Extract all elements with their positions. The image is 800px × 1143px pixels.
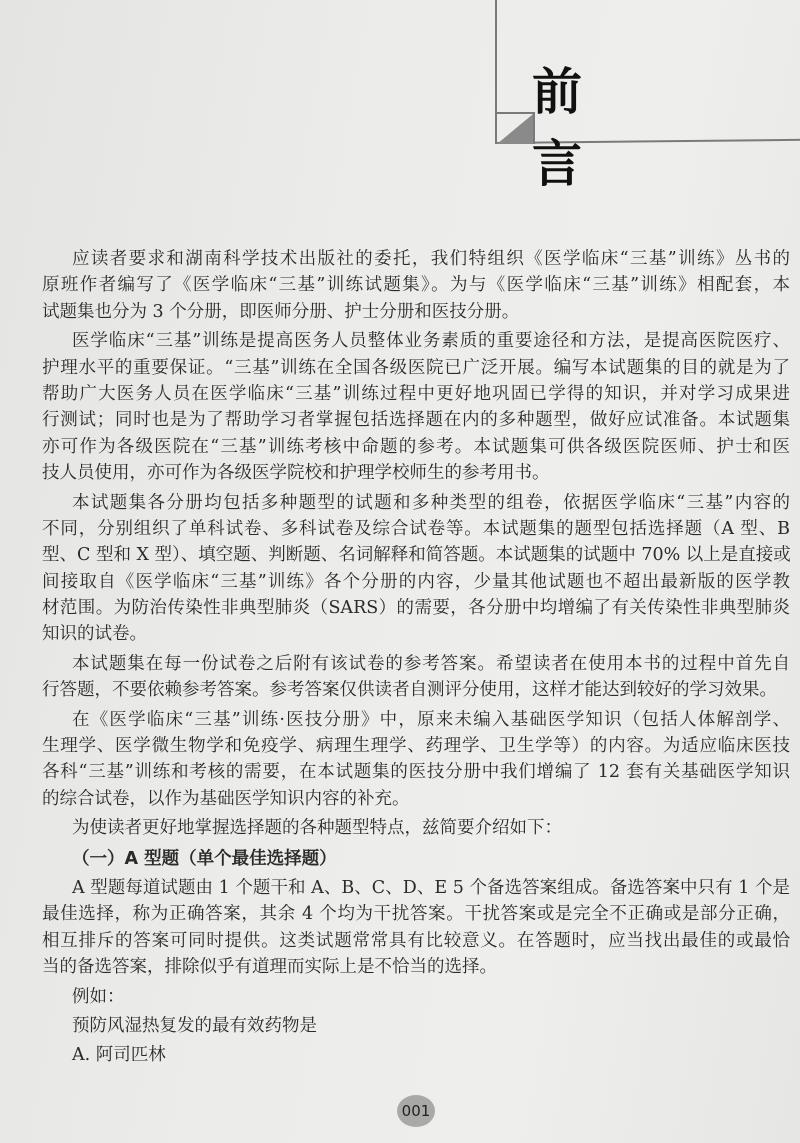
text-line: 医学临床“三基”训练是提高医务人员整体业务素质的重要途径和方法，是提高医院医疗、 <box>72 331 790 352</box>
body-text <box>42 246 790 1072</box>
text-line: 最佳选择，称为正确答案，其余 4 个均为干扰答案。干扰答案或是完全不正确或是部分正确， <box>42 904 790 925</box>
text-line: 例如： <box>72 986 125 1007</box>
paragraph <box>42 1013 790 1039</box>
text-line: 在《医学临床“三基”训练·医技分册》中，原来未编入基础医学知识（包括人体解剖学、 <box>72 709 790 730</box>
paragraph <box>42 815 790 841</box>
section-heading <box>42 846 790 872</box>
text-line: 预防风湿热复发的最有效药物是 <box>72 1015 317 1036</box>
text-line: 原班作者编写了《医学临床“三基”训练试题集》。为与《医学临床“三基”训练》相配套，本 <box>42 275 790 296</box>
text-line: 生理学、医学微生物学和免疫学、病理生理学、药理学、卫生学等）的内容。为适应临床医技 <box>42 736 790 757</box>
text-line: （一）A 型题（单个最佳选择题） <box>72 848 337 869</box>
text-line: 不同，分别组织了单科试卷、多科试卷及综合试卷等。本试题集的题型包括选择题（A 型、B <box>42 518 790 539</box>
text-line: 亦可作为各级医院在“三基”训练考核中命题的参考。本试题集可供各级医院医师、护士和医 <box>42 436 790 457</box>
page-number: 001 <box>397 1095 435 1127</box>
text-line: A. 阿司匹林 <box>72 1045 166 1066</box>
text-line: 应读者要求和湖南科学技术出版社的委托，我们特组织《医学临床“三基”训练》丛书的 <box>72 249 790 269</box>
text-line: 护理水平的重要保证。“三基”训练在全国各级医院已广泛开展。编写本试题集的目的就是为了 <box>42 357 790 378</box>
text-line: 帮助广大医务人员在医学临床“三基”训练过程中更好地巩固已学得的知识，并对学习成果进 <box>42 383 790 404</box>
paragraph <box>42 875 790 981</box>
paragraph <box>42 651 790 704</box>
paragraph <box>42 246 790 325</box>
text-line: 试题集也分为 3 个分册，即医师分册、护士分册和医技分册。 <box>42 301 520 322</box>
paragraph <box>42 707 790 813</box>
text-line: 技人员使用，亦可作为各级医学院校和护理学校师生的参考用书。 <box>42 463 550 484</box>
text-line: 的综合试卷，以作为基础医学知识内容的补充。 <box>42 788 410 809</box>
text-line: 知识的试卷。 <box>42 624 147 645</box>
text-line: 行答题，不要依赖参考答案。参考答案仅供读者自测评分使用，这样才能达到较好的学习效果。 <box>42 680 777 701</box>
paragraph <box>42 328 790 486</box>
text-line: 当的备选答案，排除似乎有道理而实际上是不恰当的选择。 <box>42 957 497 978</box>
paragraph <box>42 984 790 1010</box>
text-line: 间接取自《医学临床“三基”训练》各个分册的内容，少量其他试题也不超出最新版的医学教 <box>42 571 790 592</box>
text-line: 本试题集各分册均包括多种题型的试题和多种类型的组卷，依据医学临床“三基”内容的 <box>72 492 790 513</box>
text-line: A 型题每道试题由 1 个题干和 A、B、C、D、E 5 个备选答案组成。备选答案中只有 1 个是 <box>72 877 790 898</box>
paragraph <box>42 1042 790 1068</box>
text-line: 各科“三基”训练和考核的需要，在本试题集的医技分册中我们增编了 12 套有关基础医学知识 <box>42 762 790 783</box>
text-line: 为使读者更好地掌握选择题的各种题型特点，兹简要介绍如下： <box>72 818 562 839</box>
page-title: 前 言 <box>532 63 634 193</box>
text-line: 相互排斥的答案可同时提供。这类试题常常具有比较意义。在答题时，应当找出最佳的或最恰 <box>42 930 790 951</box>
folded-corner-icon <box>497 114 533 144</box>
paragraph <box>42 490 790 648</box>
text-line: 本试题集在每一份试卷之后附有该试卷的参考答案。希望读者在使用本书的过程中首先自 <box>72 653 790 674</box>
text-line: 行测试；同时也是为了帮助学习者掌握包括选择题在内的多种题型，做好应试准备。本试题集 <box>42 410 790 431</box>
text-line: 型、C 型和 X 型）、填空题、判断题、名词解释和简答题。本试题集的试题中 70% 以上是直接或 <box>42 545 791 566</box>
text-line: 材范围。为防治传染性非典型肺炎（SARS）的需要，各分册中均增编了有关传染性非典型肺炎 <box>42 598 790 619</box>
